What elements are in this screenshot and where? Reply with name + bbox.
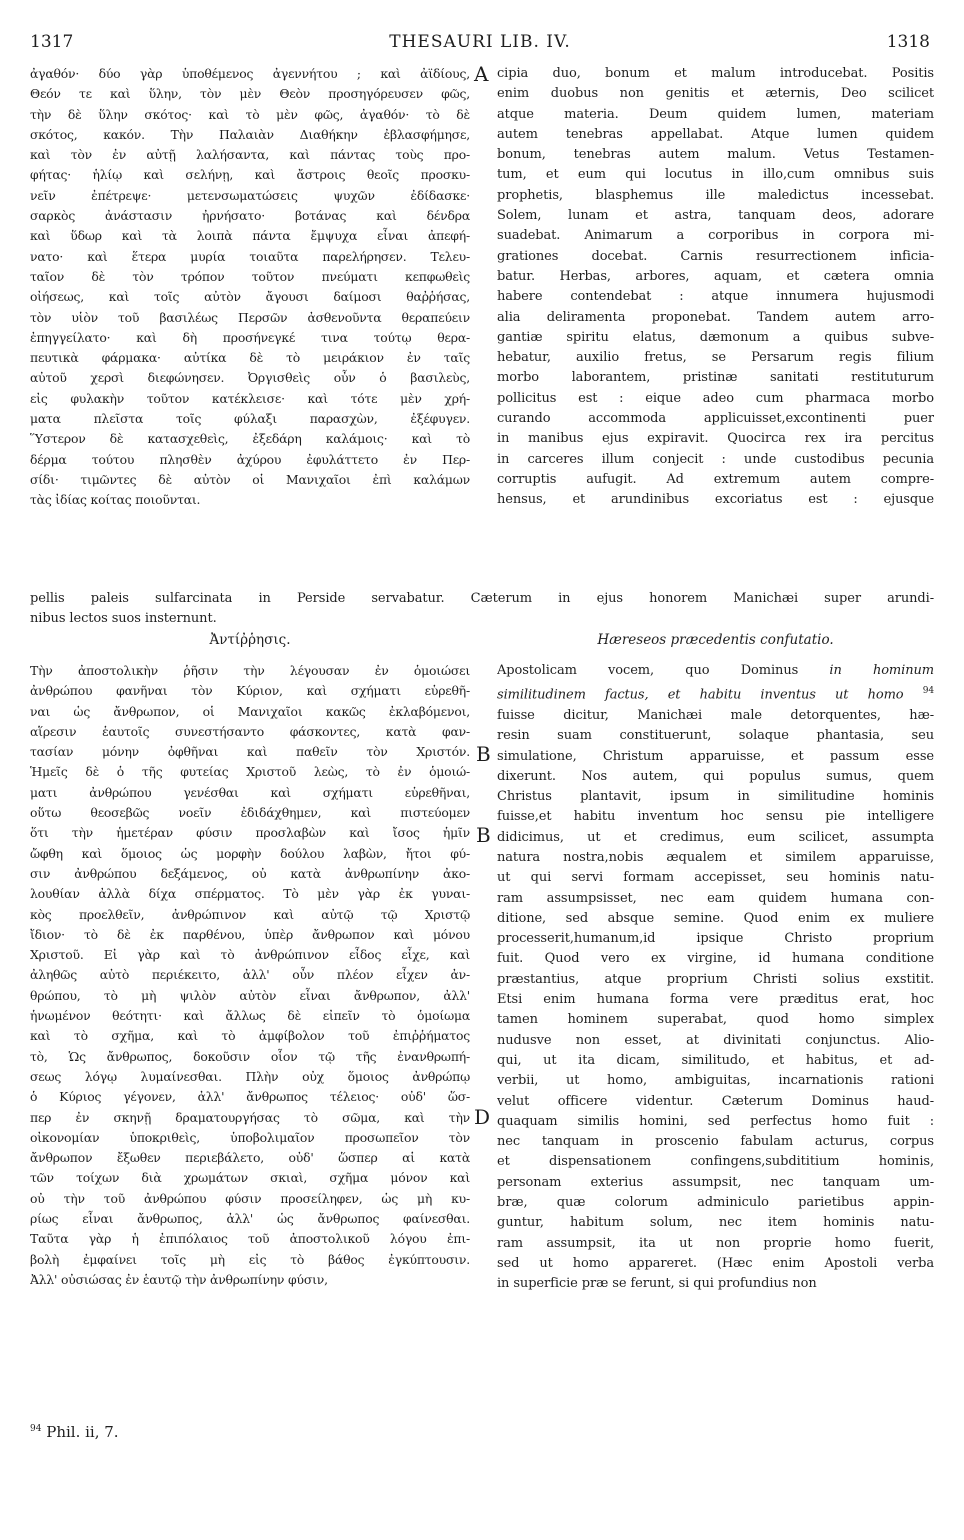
text-line: Solem, lunam et astra, tanquam deos, adorare bbox=[497, 208, 934, 224]
text-line: ἀνθρώπου φανῆναι τὸν Κύριον, καὶ σχήματι εὑρεθῆ- bbox=[30, 683, 470, 699]
text-line: Τὴν ἀποστολικὴν ῥῆσιν τὴν λέγουσαν ἐν ὁμοιώσει bbox=[30, 663, 470, 678]
text-line: in manibus ejus expiravit. Quocirca rex ira percitus bbox=[497, 431, 934, 447]
text-line: νεῖν ἐπέτρεψε· μετενσωματώσεις ψυχῶν ἐδίδασκε· bbox=[30, 187, 470, 203]
text-line: nudusve non esset, at divinitati conjunctus. Alio- bbox=[497, 1032, 934, 1048]
text-line: guntur, habitum solum, nec item hominis natu- bbox=[497, 1215, 934, 1231]
text-line: Apostolicam vocem, quo Dominus in hominum bbox=[497, 663, 934, 678]
text-line: qui, ut ita dicam, similitudo, et habitus, et ad- bbox=[497, 1052, 934, 1068]
text-line: καὶ τὸν ἐν αὐτῇ λαλήσαντα, καὶ πάντας τοὺς προ- bbox=[30, 147, 470, 163]
text-line: οἰκονομίαν ὑποκριθεὶς, ὑποβολιμαῖον προσωπεῖον τὸν bbox=[30, 1129, 470, 1145]
text-line: σεως λόγῳ λυμαίνεσθαι. Πλὴν οὐχ ὅμοιος ἀνθρώπῳ bbox=[30, 1068, 470, 1084]
footnote-ref: 94 bbox=[922, 686, 934, 697]
text-line: λουθίαν ἀλλὰ δίχα σπέρματος. Τὸ μὲν γὰρ ἐκ γυναι- bbox=[30, 886, 470, 902]
text-line: personam exterius assumpsit, nec tanquam um- bbox=[497, 1174, 934, 1190]
text-line: tamen hominem superabat, quod homo simplex bbox=[497, 1012, 934, 1028]
full-width-paragraph bbox=[30, 589, 934, 630]
text-line: in carceres illum conjecit : unde custodibus pecunia bbox=[497, 451, 934, 467]
text-line: Etsi enim humana forma vere præditus erat, hoc bbox=[497, 992, 934, 1008]
text-line: hensus, et arundinibus excoriatus est : ejusque bbox=[497, 492, 934, 508]
text-line: Χριστοῦ. Εἰ γὰρ καὶ τὸ ἀνθρώπινον εἶδος εἶχε, καὶ bbox=[30, 947, 470, 963]
right-page-number: 1318 bbox=[886, 32, 930, 52]
text-line: cipia duo, bonum et malum introducebat. Positis bbox=[497, 66, 934, 81]
text-line: præstantius, atque proprium Christi solius exstitit. bbox=[497, 971, 934, 987]
text-line: atque materia. Deum quidem lumen, materiam bbox=[497, 106, 934, 122]
text-line: nibus lectos suos insternunt. bbox=[30, 611, 217, 627]
latin-column-bottom bbox=[497, 661, 934, 1295]
text-line: morbo laborantem, pristinæ sanitati restituturum bbox=[497, 370, 934, 386]
text-line: οὐ τὴν τοῦ ἀνθρώπου φύσιν προσείληφεν, ὡς μὴ κυ- bbox=[30, 1190, 470, 1206]
text-line: autem tenebras appellabat. Atque lumen quidem bbox=[497, 126, 934, 142]
text-line: ταῖον δὲ τὸν τρόπον τοῦτον πνεύματι κεπφωθεὶς bbox=[30, 268, 470, 284]
section-marker-d: D bbox=[474, 1105, 491, 1129]
text-line: ἀληθῶς αὐτὸ περιέκειτο, ἀλλ' οὖν πλέον εἶχεν ἀν- bbox=[30, 967, 470, 983]
text-line: ὅτι τὴν ἡμετέραν φύσιν προσλαβὼν καὶ ἴσος ἡμῖν bbox=[30, 825, 470, 841]
text-line: τασίαν μόνην ὀφθῆναι καὶ παθεῖν τὸν Χριστόν. bbox=[30, 744, 470, 760]
greek-section-heading: Ἀντίῤῥησις. bbox=[209, 632, 291, 648]
latin-bottom-lines bbox=[497, 706, 934, 1295]
text-line: quaquam similis homini, sed perfectus homo fuit : bbox=[497, 1113, 934, 1129]
text-line: τὸ, Ὡς ἄνθρωπος, δοκοῦσιν οἷον τῷ τῆς ἐνανθρωπή- bbox=[30, 1048, 470, 1064]
text-line: didicimus, ut et credimus, eum scilicet, assumpta bbox=[497, 829, 934, 845]
text-line: prophetis, blasphemus ille maledictus incessebat. bbox=[497, 187, 934, 203]
text-line: εἰς φυλακὴν τοῦτον κατέκλεισε· καὶ τότε μὲν χρή- bbox=[30, 390, 470, 406]
text-line: σίδι· τιμῶντες δὲ αὐτὸν οἱ Μανιχαῖοι ἐπὶ καλάμων bbox=[30, 471, 470, 487]
text-line: αὐτοῦ χερσὶ διεφώνησεν. Ὀργισθεὶς οὖν ὁ βασιλεὺς, bbox=[30, 370, 470, 386]
text-line: καὶ ὕδωρ καὶ τὰ λοιπὰ πάντα ἔμψυχα εἶναι ἀπεφή- bbox=[30, 228, 470, 244]
text-line: simulatione, Christum apparuisse, et passum esse bbox=[497, 748, 934, 764]
text-line: hebatur, auxilio fretus, se Persarum regis filium bbox=[497, 350, 934, 366]
section-marker-b2: B bbox=[476, 742, 491, 766]
running-title: THESAURI LIB. IV. bbox=[389, 32, 571, 52]
text-line: οὕτω θεοσεβῶς νοεῖν ἐδιδάχθημεν, καὶ πιστεύομεν bbox=[30, 805, 470, 821]
text-line: et dispensationem confingens,subdititium hominis, bbox=[497, 1154, 934, 1170]
text-line: βολὴ ἐμφαίνει τοῖς μὴ εἰς τὸ βάθος ἐγκύπτουσιν. bbox=[30, 1251, 470, 1267]
text-line: σιν ἀνθρώπου δεξάμενος, οὐ κατὰ ἀνθρωπίνην ἀκο- bbox=[30, 865, 470, 881]
text-line: φήτας· ἡλίῳ καὶ σελήνῃ, καὶ ἄστροις θεοῖς προσκυ- bbox=[30, 167, 470, 183]
text-line: bonum, tenebras autem malum. Vetus Testamen- bbox=[497, 147, 934, 163]
text-line: καὶ τὸ σχῆμα, καὶ τὸ ἀμφίβολον τοῦ ἐπιῤῥήματος bbox=[30, 1028, 470, 1044]
text-line: ναι ὡς ἄνθρωπον, οἱ Μανιχαῖοι κακῶς ἐκλαβόμενοι, bbox=[30, 703, 470, 719]
text-line: fuisse,et habitu inventum hoc sensu pie intelligere bbox=[497, 809, 934, 825]
text-line: Ὕστερον δὲ κατασχεθεὶς, ἐξεδάρη καλάμοις· καὶ τὸ bbox=[30, 431, 470, 447]
text-line: τὴν δὲ ὕλην σκότος· καὶ τὸ μὲν φῶς, ἀγαθόν· τὸ δὲ bbox=[30, 106, 470, 122]
text-line: ram assumpsisset, nec eam quidem humana con- bbox=[497, 890, 934, 906]
text-line: habere contendebat : atque innumera hujusmodi bbox=[497, 289, 934, 305]
text-line: ματι ἀνθρώπου γενέσθαι καὶ σχήματι εὑρεθῆναι, bbox=[30, 784, 470, 800]
page-header bbox=[30, 32, 930, 54]
text-line: σαρκὸς ἀνάστασιν ἠρνήσατο· βοτάνας καὶ δένδρα bbox=[30, 208, 470, 224]
text-line: ἴδιον· τὸ δὲ ἐκ παρθένου, ὑπὲρ ἄνθρωπον καὶ μόνου bbox=[30, 926, 470, 942]
text-line: σκότος, κακόν. Τὴν Παλαιὰν Διαθήκην ἐβλασφήμησε, bbox=[30, 126, 470, 142]
footnote-number: 94 bbox=[30, 1424, 42, 1434]
text-line: πευτικὰ φάρμακα· αὐτίκα δὲ τὸ μειράκιον ἐν ταῖς bbox=[30, 350, 470, 366]
text-line: alia deliramenta proponebat. Tandem autem arro- bbox=[497, 309, 934, 325]
footnote bbox=[30, 1423, 119, 1441]
greek-column-top bbox=[30, 64, 470, 511]
footnote-text: Phil. ii, 7. bbox=[46, 1423, 119, 1441]
text-line: περ ἐν σκηνῇ δραματουργήσας τὸ σῶμα, καὶ τὴν bbox=[30, 1109, 470, 1125]
text-line: grationes docebat. Carnis resurrectionem inficia- bbox=[497, 248, 934, 264]
text-line: ἐπηγγείλατο· καὶ δὴ προσήνεγκέ τινα τούτῳ θερα- bbox=[30, 329, 470, 345]
text-line: νατο· καὶ ἕτερα μυρία τοιαῦτα παρελήρησεν. Τελευ- bbox=[30, 248, 470, 264]
text-line: verbii, ut homo, ambiguitas, incarnationis rationi bbox=[497, 1073, 934, 1089]
text-line: fuisse dicitur, Manichæi male detorquentes, hæ- bbox=[497, 707, 934, 723]
text-line: κὸς προελθεῖν, ἀνθρώπινον καὶ αὐτῷ τῷ Χριστῷ bbox=[30, 906, 470, 922]
section-marker-a: A bbox=[474, 62, 489, 86]
text-line: Θεόν τε καὶ ὕλην, τὸν μὲν Θεὸν προσηγόρευσεν φῶς, bbox=[30, 86, 470, 102]
text-line: fuit. Quod vero ex virgine, id humana conditione bbox=[497, 951, 934, 967]
text-line: similitudinem factus, et habitu inventus ut homo $^{94}$ bbox=[497, 686, 934, 703]
text-line: gantiæ spiritu elatus, dæmonum a quibus subve- bbox=[497, 329, 934, 345]
text-line: pellis paleis sulfarcinata in Perside servabatur. Cæterum in ejus honorem Manichæi super arundi- bbox=[30, 591, 934, 606]
text-line: αἵρεσιν ἑαυτοῖς συνεστήσαντο φάσκοντες, κατὰ φαν- bbox=[30, 723, 470, 739]
text-line: ρίως εἶναι ἄνθρωπος, ἀλλ' ὡς ἄνθρωπος φαίνεσθαι. bbox=[30, 1211, 470, 1227]
text-line: ἀγαθόν· δύο γὰρ ὑποθέμενος ἀγεννήτου ; καὶ ἀϊδίους, bbox=[30, 66, 470, 81]
section-marker-b: B bbox=[476, 823, 491, 847]
text-line: Ἡμεῖς δὲ ὁ τῆς φυτείας Χριστοῦ λεὼς, τὸ ἐν ὁμοιώ- bbox=[30, 764, 470, 780]
latin-column-top bbox=[497, 64, 934, 511]
text-line: suadebat. Animarum a corporibus in corpora mi- bbox=[497, 228, 934, 244]
text-line: dixerunt. Nos autem, qui populus sumus, quem bbox=[497, 768, 934, 784]
text-line: in superficie præ se ferunt, si qui profundius non bbox=[497, 1276, 817, 1292]
text-line: processerit,humanum,id ipsique Christo proprium bbox=[497, 931, 934, 947]
text-line: ἡνωμένον θεότητι· καὶ ἄλλως δὲ εἰπεῖν τὸ ὁμοίωμα bbox=[30, 1008, 470, 1024]
text-line: sed ut homo appareret. (Hæc enim Apostoli verba bbox=[497, 1255, 934, 1271]
text-line: Christus plantavit, ipsum in similitudine hominis bbox=[497, 789, 934, 805]
text-line: Ἀλλ' οὐσιώσας ἐν ἑαυτῷ τὴν ἀνθρωπίνην φύσιν, bbox=[30, 1271, 328, 1287]
text-line: velut officere videntur. Cæterum Dominus haud- bbox=[497, 1093, 934, 1109]
text-line: nec tanquam in proscenio fabulam acturus, corpus bbox=[497, 1134, 934, 1150]
greek-column-bottom bbox=[30, 661, 470, 1290]
text-line: ram assumpsit, ita ut non proprie homo fuerit, bbox=[497, 1235, 934, 1251]
text-line: resin suam constituerunt, solaque phantasia, seu bbox=[497, 728, 934, 744]
text-line: ditione, sed absque semine. Quod enim ex muliere bbox=[497, 910, 934, 926]
text-line: bræ, quæ colorum adminiculo parietibus appin- bbox=[497, 1195, 934, 1211]
text-line: ὁ Κύριος γέγονεν, ἀλλ' ἄνθρωπος τέλειος· οὐδ' ὥσ- bbox=[30, 1089, 470, 1105]
latin-section-heading: Hæreseos præcedentis confutatio. bbox=[597, 632, 834, 648]
text-line: curando accommoda applicuisset,excontinenti puer bbox=[497, 411, 934, 427]
text-line: τῶν τοίχων διὰ χρωμάτων σκιαὶ, σχῆμα μόνον καὶ bbox=[30, 1170, 470, 1186]
text-line: τὸν υἱὸν τοῦ βασιλέως Περσῶν ἀσθενοῦντα θεραπεύειν bbox=[30, 309, 470, 325]
left-page-number: 1317 bbox=[30, 32, 74, 52]
text-line: ὤφθη καὶ ὅμοιος ὡς μορφὴν δούλου λαβὼν, ἤτοι φύ- bbox=[30, 845, 470, 861]
text-line: pollicitus est : eique adeo cum pharmaca morbo bbox=[497, 390, 934, 406]
text-line: natura nostra,nobis æqualem et similem apparuisse, bbox=[497, 850, 934, 865]
text-line: τὰς ἰδίας κοίτας ποιοῦνται. bbox=[30, 492, 201, 508]
text-line: θρώπου, τὸ μὴ ψιλὸν αὐτὸν εἶναι ἄνθρωπον, ἀλλ' bbox=[30, 987, 470, 1003]
text-line: ἄνθρωπον ἔξωθεν περιεβάλετο, οὐδ' ὥσπερ αἱ κατὰ bbox=[30, 1150, 470, 1166]
text-line: Ταῦτα γὰρ ἡ ἐπιπόλαιος τοῦ ἀποστολικοῦ λόγου ἐπι- bbox=[30, 1231, 470, 1247]
text-line: corruptis aufugit. Ad extremum autem compre- bbox=[497, 471, 934, 487]
text-line: enim duobus non genitis et æternis, Deo scilicet bbox=[497, 86, 934, 102]
text-line: tum, et eum qui locutus in illo,cum omnibus suis bbox=[497, 167, 934, 183]
text-line: οἰήσεως, καὶ τοῖς αὐτὸν ἄγουσι δαίμοσι θαῤῥήσας, bbox=[30, 289, 470, 305]
text-line: δέρμα τούτου πλησθὲν ἀχύρου ἐφυλάττετο ἐν Περ- bbox=[30, 451, 470, 467]
text-line: ματα πλεῖστα τοῖς φύλαξι παρασχὼν, ἐξέφυγεν. bbox=[30, 411, 470, 427]
text-line: ut qui servi formam accepisset, seu hominis natu- bbox=[497, 870, 934, 886]
text-line: batur. Herbas, arbores, aquam, et cætera omnia bbox=[497, 268, 934, 284]
